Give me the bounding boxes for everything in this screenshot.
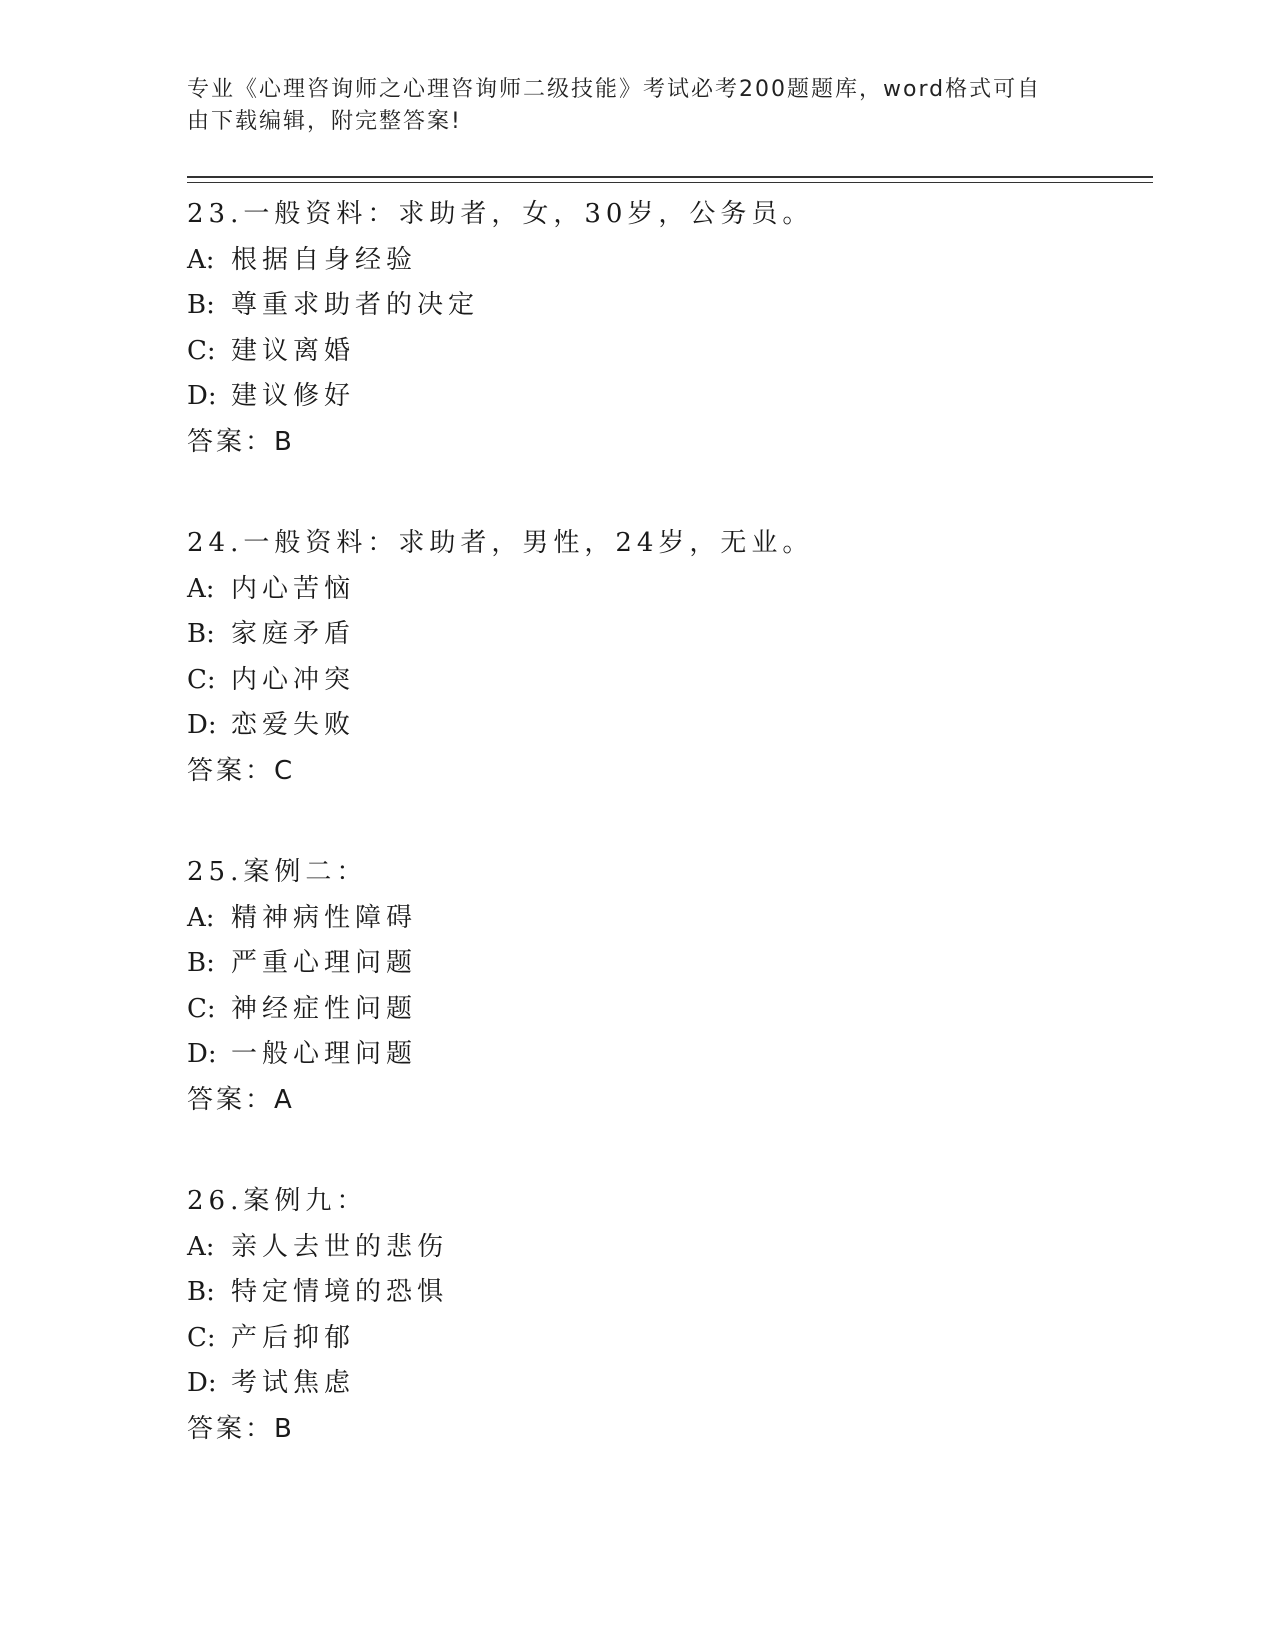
option-c <box>187 1316 1147 1362</box>
option-text: 产后抑郁 <box>231 1322 356 1353</box>
question-stem: 26.案例九： <box>187 1186 368 1216</box>
answer-line: 答案：B <box>187 426 295 457</box>
option-label: D: <box>187 381 217 411</box>
option-label: D: <box>187 1368 217 1398</box>
option-d <box>187 703 1147 749</box>
option-text: 精神病性障碍 <box>231 902 418 933</box>
option-c <box>187 658 1147 704</box>
option-a <box>187 1225 1147 1271</box>
option-b <box>187 612 1147 658</box>
option-a <box>187 238 1147 284</box>
question-23 <box>187 192 1147 465</box>
option-text: 特定情境的恐惧 <box>231 1277 449 1307</box>
option-text: 一般心理问题 <box>231 1039 418 1069</box>
option-text: 内心冲突 <box>231 664 356 695</box>
question-stem: 23.一般资料：求助者，女，30岁，公务员。 <box>187 199 814 229</box>
option-text: 建议离婚 <box>231 335 356 366</box>
answer-line: 答案：A <box>187 1084 295 1115</box>
option-label: D: <box>187 1039 217 1069</box>
option-d <box>187 374 1147 420</box>
option-text: 建议修好 <box>231 381 356 411</box>
option-text: 尊重求助者的决定 <box>231 290 480 320</box>
header-rule-thick <box>187 176 1153 178</box>
question-25 <box>187 850 1147 1123</box>
option-text: 严重心理问题 <box>231 948 418 978</box>
option-b <box>187 941 1147 987</box>
option-label: B: <box>187 1277 215 1307</box>
option-b <box>187 1270 1147 1316</box>
option-text: 神经症性问题 <box>231 993 418 1024</box>
header-line-1: 专业《心理咨询师之心理咨询师二级技能》考试必考200题题库，word格式可自 <box>187 77 1042 102</box>
option-text: 根据自身经验 <box>231 244 418 275</box>
option-d <box>187 1361 1147 1407</box>
option-label: B: <box>187 290 215 320</box>
option-a <box>187 567 1147 613</box>
answer-line: 答案：C <box>187 755 296 786</box>
option-label: C: <box>187 1322 216 1353</box>
option-c <box>187 329 1147 375</box>
option-label: C: <box>187 335 216 366</box>
option-label: B: <box>187 619 215 649</box>
document-header <box>187 74 1067 138</box>
option-text: 恋爱失败 <box>231 710 356 740</box>
option-label: A: <box>187 573 215 604</box>
option-text: 考试焦虑 <box>231 1368 356 1398</box>
option-c <box>187 987 1147 1033</box>
header-line-2: 由下载编辑，附完整答案! <box>187 109 462 134</box>
question-stem: 24.一般资料：求助者，男性，24岁，无业。 <box>187 528 814 558</box>
option-label: C: <box>187 664 216 695</box>
option-text: 亲人去世的悲伤 <box>231 1231 449 1262</box>
option-label: A: <box>187 902 215 933</box>
answer-line: 答案：B <box>187 1413 295 1444</box>
question-26 <box>187 1179 1147 1452</box>
option-label: D: <box>187 710 217 740</box>
option-text: 内心苦恼 <box>231 573 356 604</box>
option-b <box>187 283 1147 329</box>
option-label: A: <box>187 1231 215 1262</box>
option-a <box>187 896 1147 942</box>
header-rule-thin <box>187 182 1153 183</box>
question-stem: 25.案例二： <box>187 857 368 887</box>
option-label: A: <box>187 244 215 275</box>
option-text: 家庭矛盾 <box>231 619 356 649</box>
question-24 <box>187 521 1147 794</box>
question-list <box>187 192 1147 1508</box>
option-label: B: <box>187 948 215 978</box>
option-d <box>187 1032 1147 1078</box>
option-label: C: <box>187 993 216 1024</box>
